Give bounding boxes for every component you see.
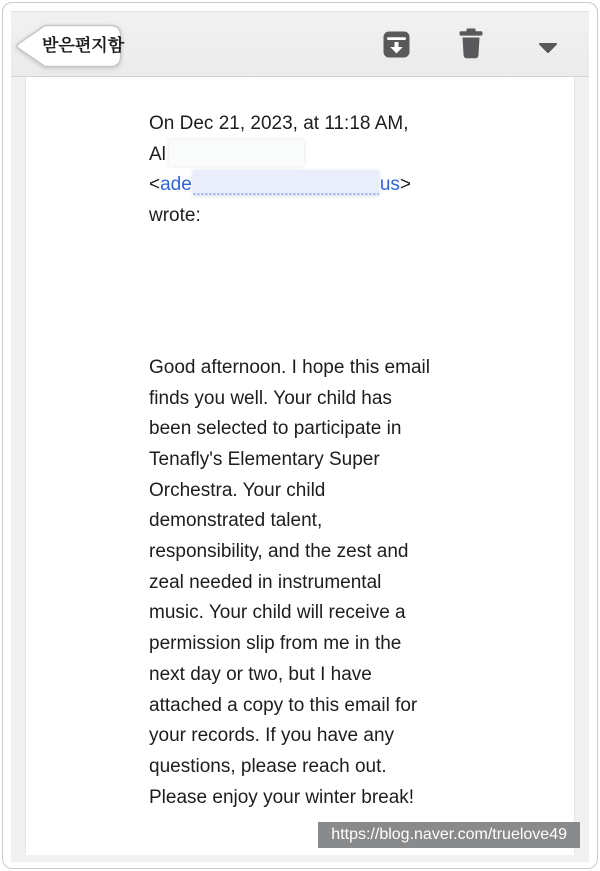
archive-icon[interactable] <box>383 31 410 63</box>
message-viewport[interactable] <box>11 77 589 862</box>
back-button-label: 받은편지함 <box>42 36 125 55</box>
quoted-header-email-line <box>149 170 574 201</box>
body-line: demonstrated talent, <box>149 510 323 532</box>
body-line: permission slip from me in the <box>149 633 402 655</box>
blog-watermark: https://blog.naver.com/truelove49 <box>318 822 580 848</box>
mail-toolbar <box>11 11 589 77</box>
email-body-text <box>149 353 574 814</box>
body-line: been selected to participate in <box>149 418 402 440</box>
angle-open: < <box>149 174 161 196</box>
body-line: questions, please reach out. <box>149 755 387 777</box>
quoted-header-wrote-line: wrote: <box>149 205 201 227</box>
message-body-card <box>25 77 575 855</box>
redaction-box-name <box>169 140 304 166</box>
body-line: attached a copy to this email for <box>149 694 418 716</box>
trash-icon[interactable] <box>458 28 484 64</box>
quoted-header-date-line: On Dec 21, 2023, at 11:18 AM, <box>149 113 409 134</box>
body-line: music. Your child will receive a <box>149 602 406 624</box>
body-line: finds you well. Your child has <box>149 387 392 409</box>
sender-email-prefix[interactable]: ade <box>160 174 192 196</box>
body-line: responsibility, and the zest and <box>149 541 409 563</box>
body-line: Please enjoy your winter break! <box>149 786 415 808</box>
sender-email-suffix[interactable]: us <box>379 174 400 196</box>
body-line: Good afternoon. I hope this email <box>149 356 430 378</box>
sender-name-prefix: Al <box>149 143 166 165</box>
redaction-box-email <box>193 170 379 195</box>
body-line: Orchestra. Your child <box>149 479 326 501</box>
body-line: your records. If you have any <box>149 725 395 747</box>
body-line: zeal needed in instrumental <box>149 571 382 593</box>
chevron-down-icon[interactable] <box>537 41 559 59</box>
back-to-inbox-button[interactable] <box>14 24 125 68</box>
quoted-header-sender-line <box>149 140 574 171</box>
body-line: Tenafly's Elementary Super <box>149 448 380 470</box>
body-line: next day or two, but I have <box>149 663 372 685</box>
angle-close: > <box>399 174 411 196</box>
quoted-header <box>149 109 574 232</box>
